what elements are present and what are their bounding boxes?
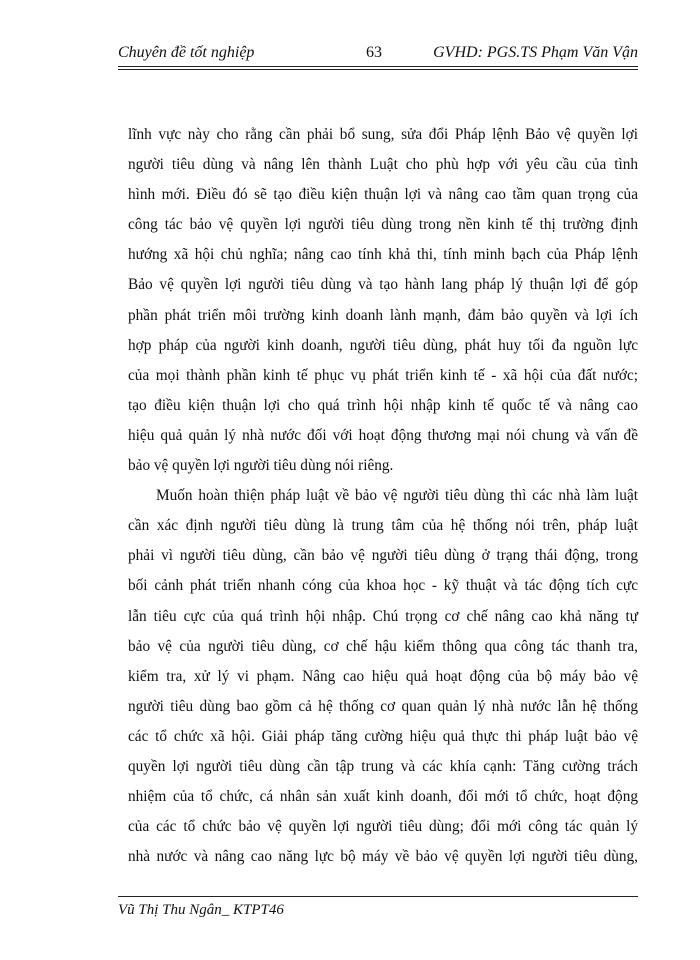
body-text (128, 120, 638, 872)
text-line: hiệu quả quản lý nhà nước đối với hoạt động thương mại nói chung và vấn đề (128, 426, 638, 444)
text-line: tạo điều kiện thuận lợi cho quá trình hội nhập kinh tế quốc tế và nâng cao (128, 396, 638, 414)
paragraph-start-line: Muốn hoàn thiện pháp luật về bảo vệ người tiêu dùng thì các nhà làm luật (156, 487, 638, 505)
page-header (118, 40, 638, 64)
text-line: phần phát triển môi trường kinh doanh lành mạnh, đảm bảo quyền và lợi ích (128, 306, 638, 324)
text-line: bảo vệ quyền lợi người tiêu dùng nói riêng. (128, 457, 394, 475)
text-line: bảo vệ của người tiêu dùng, cơ chế hậu kiểm thông qua công tác thanh tra, (128, 637, 638, 655)
header-divider (118, 66, 638, 67)
text-line: cần xác định người tiêu dùng là trung tâm của hệ thống nói trên, pháp luật (128, 517, 638, 535)
footer-divider (118, 896, 638, 897)
header-supervisor: GVHD: PGS.TS Phạm Văn Vận (433, 44, 638, 61)
footer-author: Vũ Thị Thu Ngân_ KTPT46 (118, 902, 284, 918)
text-line: phải vì người tiêu dùng, cần bảo vệ người tiêu dùng ở trạng thái động, trong (128, 547, 638, 565)
text-line: bối cảnh phát triển nhanh cóng của khoa học - kỹ thuật và tác động tích cực (128, 577, 638, 595)
text-line: người tiêu dùng bao gồm cả hệ thống cơ quan quản lý nhà nước lẫn hệ thống (128, 697, 638, 715)
text-line: các tổ chức xã hội. Giải pháp tăng cường hiệu quả thực thi pháp luật bảo vệ (128, 727, 638, 745)
page-number: 63 (366, 44, 382, 61)
header-divider-double (118, 69, 638, 70)
text-line: hình mới. Điều đó sẽ tạo điều kiện thuận lợi và nâng cao tầm quan trọng của (128, 186, 638, 204)
text-line: của các tổ chức bảo vệ quyền lợi người tiêu dùng; đổi mới công tác quản lý (128, 818, 638, 836)
text-line: kiểm tra, xử lý vi phạm. Nâng cao hiệu quả hoạt động của bộ máy bảo vệ (128, 667, 638, 685)
text-line: người tiêu dùng và nâng lên thành Luật cho phù hợp với yêu cầu của tình (128, 156, 638, 174)
text-line: lĩnh vực này cho rằng cần phải bổ sung, sửa đổi Pháp lệnh Bảo vệ quyền lợi (128, 126, 638, 143)
text-line: Bảo vệ quyền lợi người tiêu dùng và tạo hành lang pháp lý thuận lợi để góp (128, 276, 638, 294)
text-line: hướng xã hội chủ nghĩa; nâng cao tính khả thi, tính minh bạch của Pháp lệnh (128, 246, 638, 264)
text-line: hợp pháp của người kinh doanh, người tiêu dùng, phát huy tối đa nguồn lực (128, 336, 638, 354)
text-line: nhiệm của tổ chức, cá nhân sản xuất kinh doanh, đổi mới tổ chức, hoạt động (128, 788, 638, 806)
text-line: của mọi thành phần kinh tế phục vụ phát triển kinh tế - xã hội của đất nước; (128, 366, 638, 384)
text-line: công tác bảo vệ quyền lợi người tiêu dùng trong nền kinh tế thị trường định (128, 216, 638, 234)
text-line: quyền lợi người tiêu dùng cần tập trung và các khía cạnh: Tăng cường trách (128, 757, 638, 775)
text-line: lẫn tiêu cực của quá trình hội nhập. Chú trọng cơ chế nâng cao khả năng tự (128, 607, 638, 625)
header-title: Chuyên đề tốt nghiệp (118, 44, 255, 61)
text-line: nhà nước và nâng cao năng lực bộ máy về bảo vệ quyền lợi người tiêu dùng, (128, 848, 638, 866)
